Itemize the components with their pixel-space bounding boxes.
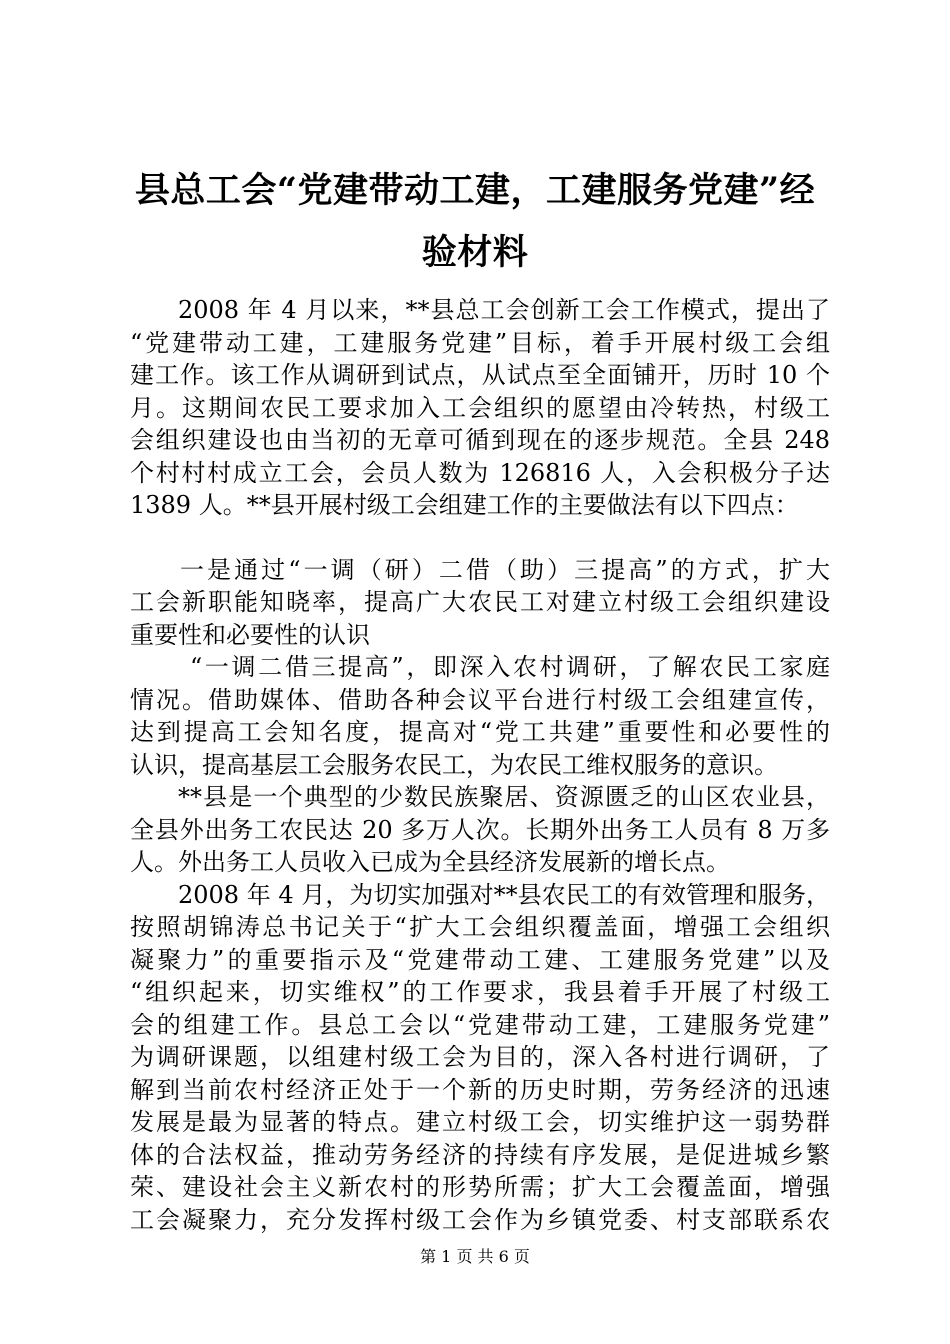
text-line: 人。外出务工人员收入已成为全县经济发展新的增长点。 [130, 848, 730, 876]
paragraph [130, 781, 830, 879]
text-line: 工会凝聚力，充分发挥村级工会作为乡镇党委、村支部联系农 [130, 1205, 830, 1234]
text-line: 解到当前农村经济正处于一个新的历史时期，劳务经济的迅速 [130, 1075, 830, 1104]
title-line: 验材料 [421, 232, 529, 273]
page-footer: 第 1 页 共 6 页 [420, 1247, 530, 1266]
document-body [130, 294, 830, 1236]
text-line: **县是一个典型的少数民族聚居、资源匮乏的山区农业县， [178, 783, 830, 811]
text-line: 2008 年 4 月，为切实加强对**县农民工的有效管理和服务， [178, 880, 830, 909]
text-line: 重要性和必要性的认识 [130, 620, 370, 649]
text-line: 建工作。该工作从调研到试点，从试点至全面铺开，历时 10 个 [130, 361, 830, 389]
text-line: “一调二借三提高”，即深入农村调研，了解农民工家庭 [190, 653, 830, 681]
blank-line [130, 522, 830, 554]
text-line: 1389 人。**县开展村级工会组建工作的主要做法有以下四点： [130, 491, 799, 519]
text-line: 为调研课题，以组建村级工会为目的，深入各村进行调研，了 [130, 1043, 830, 1071]
paragraph [130, 879, 830, 1237]
text-line: 工会新职能知晓率，提高广大农民工对建立村级工会组织建设 [130, 588, 830, 616]
document-title [120, 160, 830, 284]
title-line: 县总工会“党建带动工建，工建服务党建”经 [134, 170, 816, 211]
paragraph [130, 294, 830, 522]
text-line: 体的合法权益，推动劳务经济的持续有序发展，是促进城乡繁 [130, 1140, 830, 1169]
text-line: 会组织建设也由当初的无章可循到现在的逐步规范。全县 248 [130, 426, 830, 454]
text-line: 按照胡锦涛总书记关于“扩大工会组织覆盖面，增强工会组织 [130, 913, 830, 941]
text-line: 2008 年 4 月以来，**县总工会创新工会工作模式，提出了 [178, 296, 830, 324]
paragraph [130, 651, 830, 781]
text-line: 荣、建设社会主义新农村的形势所需；扩大工会覆盖面，增强 [130, 1173, 830, 1201]
section-heading-paragraph [130, 554, 830, 652]
text-line: 情况。借助媒体、借助各种会议平台进行村级工会组建宣传， [130, 685, 830, 714]
text-line: 一是通过“一调（研）二借（助）三提高”的方式，扩大 [180, 555, 830, 584]
text-line: 凝聚力”的重要指示及“党建带动工建、工建服务党建”以及 [130, 945, 830, 974]
text-line: 会的组建工作。县总工会以“党建带动工建，工建服务党建” [130, 1010, 830, 1039]
text-line: 达到提高工会知名度，提高对“党工共建”重要性和必要性的 [130, 718, 830, 746]
text-line: 认识，提高基层工会服务农民工，为农民工维权服务的意识。 [130, 750, 778, 779]
text-line: 全县外出务工农民达 20 多万人次。长期外出务工人员有 8 万多 [130, 815, 830, 844]
text-line: “党建带动工建，工建服务党建”目标，着手开展村级工会组 [130, 328, 830, 357]
text-line: “组织起来，切实维权”的工作要求，我县着手开展了村级工 [130, 978, 830, 1006]
text-line: 月。这期间农民工要求加入工会组织的愿望由冷转热，村级工 [130, 393, 830, 422]
text-line: 发展是最为显著的特点。建立村级工会，切实维护这一弱势群 [130, 1108, 830, 1136]
text-line: 个村村村成立工会，会员人数为 126816 人，入会积极分子达 [130, 458, 830, 487]
